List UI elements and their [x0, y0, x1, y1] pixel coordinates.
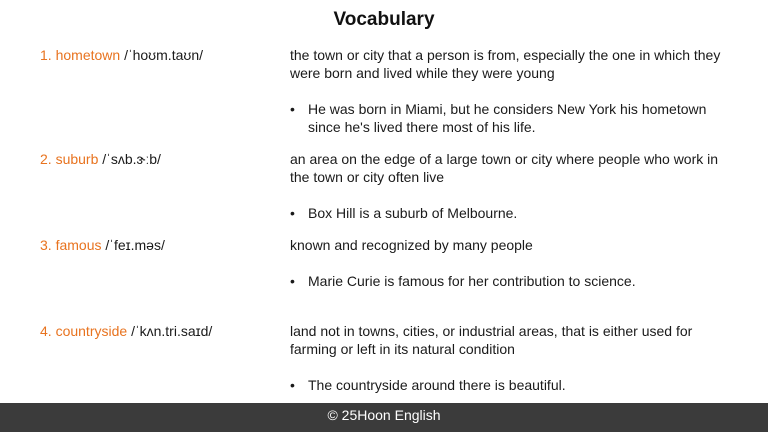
- vocab-definition: the town or city that a person is from, especially the one in which they were born and lived while they were young: [290, 47, 721, 81]
- vocab-word: suburb: [55, 151, 99, 167]
- vocab-definition-column: [290, 46, 740, 136]
- vocab-term: [40, 236, 165, 254]
- page-title: Vocabulary: [333, 9, 435, 30]
- vocab-example-text: Marie Curie is famous for her contribution to science.: [308, 273, 636, 289]
- vocab-word: countryside: [55, 323, 128, 339]
- vocab-definition: known and recognized by many people: [290, 237, 533, 253]
- vocab-definition: land not in towns, cities, or industrial areas, that is either used for farming or left in its natural condition: [290, 323, 693, 357]
- vocab-term: [40, 46, 203, 64]
- vocab-number: 3.: [40, 237, 52, 253]
- bullet-icon: •: [290, 377, 295, 393]
- vocab-example-text: Box Hill is a suburb of Melbourne.: [308, 205, 518, 221]
- vocab-example: [290, 272, 740, 290]
- vocab-pronunciation: /ˈsʌb.ɝːb/: [102, 151, 161, 167]
- vocab-number: 2.: [40, 151, 52, 167]
- vocab-pronunciation: /ˈfeɪ.məs/: [105, 237, 165, 253]
- vocab-definition: an area on the edge of a large town or city where people who work in the town or city often live: [290, 151, 719, 185]
- bullet-icon: •: [290, 101, 295, 117]
- vocab-example: [290, 376, 740, 394]
- vocab-example: [290, 204, 740, 222]
- vocab-pronunciation: /ˈkʌn.tri.saɪd/: [131, 323, 213, 339]
- vocab-definition-column: [290, 236, 740, 290]
- bullet-icon: •: [290, 205, 295, 221]
- footer-copyright: © 25Hoon English: [0, 403, 768, 432]
- vocab-example-text: He was born in Miami, but he considers New York his hometown since he's lived there most of his life.: [308, 101, 707, 135]
- vocab-number: 1.: [40, 47, 52, 63]
- vocab-number: 4.: [40, 323, 52, 339]
- vocab-word: famous: [55, 237, 102, 253]
- vocab-pronunciation: /ˈhoʊm.taʊn/: [124, 47, 204, 63]
- vocab-term: [40, 150, 161, 168]
- vocab-word: hometown: [55, 47, 121, 63]
- bullet-icon: •: [290, 273, 295, 289]
- vocab-example: [290, 100, 740, 136]
- vocab-term: [40, 322, 212, 340]
- vocab-example-text: The countryside around there is beautiful.: [308, 377, 566, 393]
- vocab-definition-column: [290, 322, 740, 394]
- vocab-definition-column: [290, 150, 740, 222]
